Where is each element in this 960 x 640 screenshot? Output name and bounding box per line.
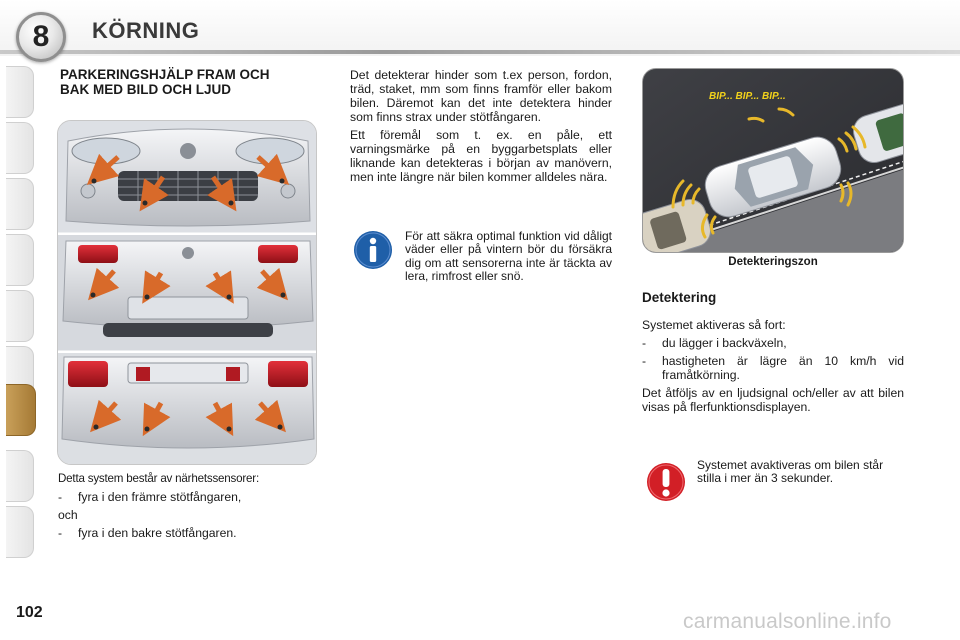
list-dash: - <box>642 336 647 350</box>
list-item-text: hastigheten är lägre än 10 km/h vid framåtkörning. <box>662 354 904 382</box>
diagram-caption: Detekteringszon <box>728 256 818 268</box>
chapter-tab-5[interactable] <box>6 290 34 342</box>
list-item-front <box>58 490 320 504</box>
detection-zone-diagram <box>642 68 904 253</box>
paragraph-obstacles: Det detekterar hinder som t.ex person, fordon, träd, staket, mm som finns framför eller bakom bilen. Däremot kan det inte detektera hinder som finns strax under stötfångaren. <box>350 68 612 124</box>
list-dash: - <box>58 490 63 504</box>
chapter-title: KÖRNING <box>92 18 200 43</box>
watermark: carmanualsonline.info <box>683 610 892 633</box>
section-title: PARKERINGSHJÄLP FRAM OCH BAK MED BILD OCH LJUD <box>60 67 270 97</box>
chapter-tab-2[interactable] <box>6 122 34 174</box>
chapter-tab-4[interactable] <box>6 234 34 286</box>
sensor-location-photo <box>57 120 317 465</box>
paragraph-signal: Det åtföljs av en ljudsignal och/eller av att bilen visas på flerfunktionsdisplayen. <box>642 386 904 414</box>
chapter-tab-10[interactable] <box>6 506 34 558</box>
detection-description <box>350 68 612 188</box>
info-icon <box>353 230 393 270</box>
list-conjunction: och <box>58 508 78 522</box>
rear-bumper-view-sedan <box>58 235 317 351</box>
list-dash: - <box>642 354 647 368</box>
chapter-tab-3[interactable] <box>6 178 34 230</box>
chapter-tab-9[interactable] <box>6 450 34 502</box>
parking-scene-illustration <box>643 69 904 253</box>
activation-intro: Systemet aktiveras så fort: <box>642 318 786 332</box>
header-rule <box>0 50 960 54</box>
beep-label: BIP... BIP... BIP... <box>709 91 786 102</box>
chapter-tab-8-active[interactable] <box>6 384 36 436</box>
car-bumpers-illustration <box>58 121 317 465</box>
sensor-list-intro: Detta system består av närhetssensorer: <box>58 472 259 485</box>
warning-note: Systemet avaktiveras om bilen står stilla i mer än 3 sekunder. <box>697 458 884 486</box>
exclamation-icon <box>646 462 686 502</box>
chapter-tab-rail <box>0 62 36 582</box>
list-dash: - <box>58 526 63 540</box>
list-item-text: du lägger i backväxeln, <box>662 336 787 350</box>
page-number: 102 <box>16 604 43 621</box>
list-item-text: fyra i den främre stötfångaren, <box>78 490 242 504</box>
rear-bumper-view-estate <box>58 353 317 465</box>
sensor-list <box>58 472 320 544</box>
detection-subtitle: Detektering <box>642 290 717 305</box>
list-item-reverse <box>642 336 904 350</box>
chapter-number-badge: 8 <box>16 12 66 62</box>
list-item-rear <box>58 526 320 540</box>
info-note: För att säkra optimal funktion vid dåligt väder eller på vintern bör du försäkra dig om att sensorerna inte är täckta av lera, rimfrost eller snö. <box>405 229 612 284</box>
paragraph-objects: Ett föremål som t. ex. en påle, ett varningsmärke på en byggarbetsplats eller liknande kan detekteras i början av manövern, men inte längre när bilen kommer alldeles nära. <box>350 128 612 184</box>
list-item-speed <box>642 354 904 382</box>
front-bumper-view <box>58 121 317 233</box>
list-item-text: fyra i den bakre stötfångaren. <box>78 526 237 540</box>
activation-description <box>642 318 904 418</box>
chapter-tab-1[interactable] <box>6 66 34 118</box>
